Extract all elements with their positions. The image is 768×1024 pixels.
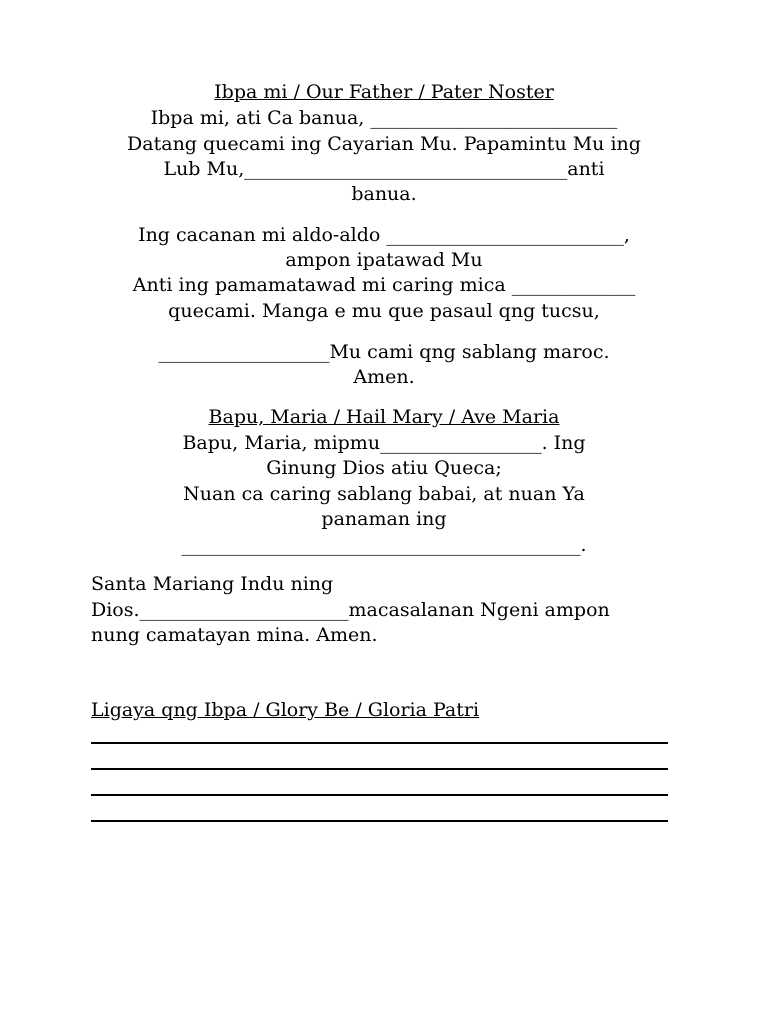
blank-answer-line bbox=[91, 796, 668, 822]
glory-be-answer-lines bbox=[91, 718, 668, 822]
hail-mary-line-4: panaman ing bbox=[321, 508, 447, 530]
our-father-title: Ibpa mi / Our Father / Pater Noster bbox=[214, 81, 554, 103]
blank-answer-line bbox=[91, 718, 668, 744]
our-father-line-5: Ing cacanan mi aldo-aldo _________________________, bbox=[138, 224, 630, 246]
hail-mary-paragraph-line-1: Santa Mariang Indu ning bbox=[91, 573, 334, 595]
glory-be-title: Ligaya qng Ibpa / Glory Be / Gloria Patri bbox=[91, 699, 480, 721]
our-father-line-8: quecami. Manga e mu que pasaul qng tucsu, bbox=[168, 300, 600, 322]
our-father-line-3: Lub Mu,__________________________________anti bbox=[163, 158, 605, 180]
hail-mary-line-1: Bapu, Maria, mipmu_________________. Ing bbox=[182, 432, 586, 454]
our-father-line-9: __________________Mu cami qng sablang maroc. bbox=[158, 341, 610, 363]
our-father-line-4: banua. bbox=[351, 183, 417, 205]
hail-mary-paragraph-line-2: Dios.______________________macasalanan Ngeni ampon bbox=[91, 599, 610, 621]
our-father-line-10: Amen. bbox=[353, 366, 415, 388]
our-father-line-6: ampon ipatawad Mu bbox=[285, 249, 483, 271]
blank-answer-line bbox=[91, 770, 668, 796]
hail-mary-line-3: Nuan ca caring sablang babai, at nuan Ya bbox=[183, 483, 585, 505]
hail-mary-line-2: Ginung Dios atiu Queca; bbox=[266, 457, 502, 479]
our-father-line-2: Datang quecami ing Cayarian Mu. Papamintu Mu ing bbox=[127, 133, 641, 155]
hail-mary-paragraph-line-3: nung camatayan mina. Amen. bbox=[91, 624, 378, 646]
our-father-line-1: Ibpa mi, ati Ca banua, __________________________ bbox=[150, 107, 618, 129]
hail-mary-line-5: __________________________________________. bbox=[181, 534, 587, 556]
hail-mary-title: Bapu, Maria / Hail Mary / Ave Maria bbox=[208, 406, 560, 428]
our-father-line-7: Anti ing pamamatawad mi caring mica _____________ bbox=[132, 274, 636, 296]
blank-answer-line bbox=[91, 744, 668, 770]
